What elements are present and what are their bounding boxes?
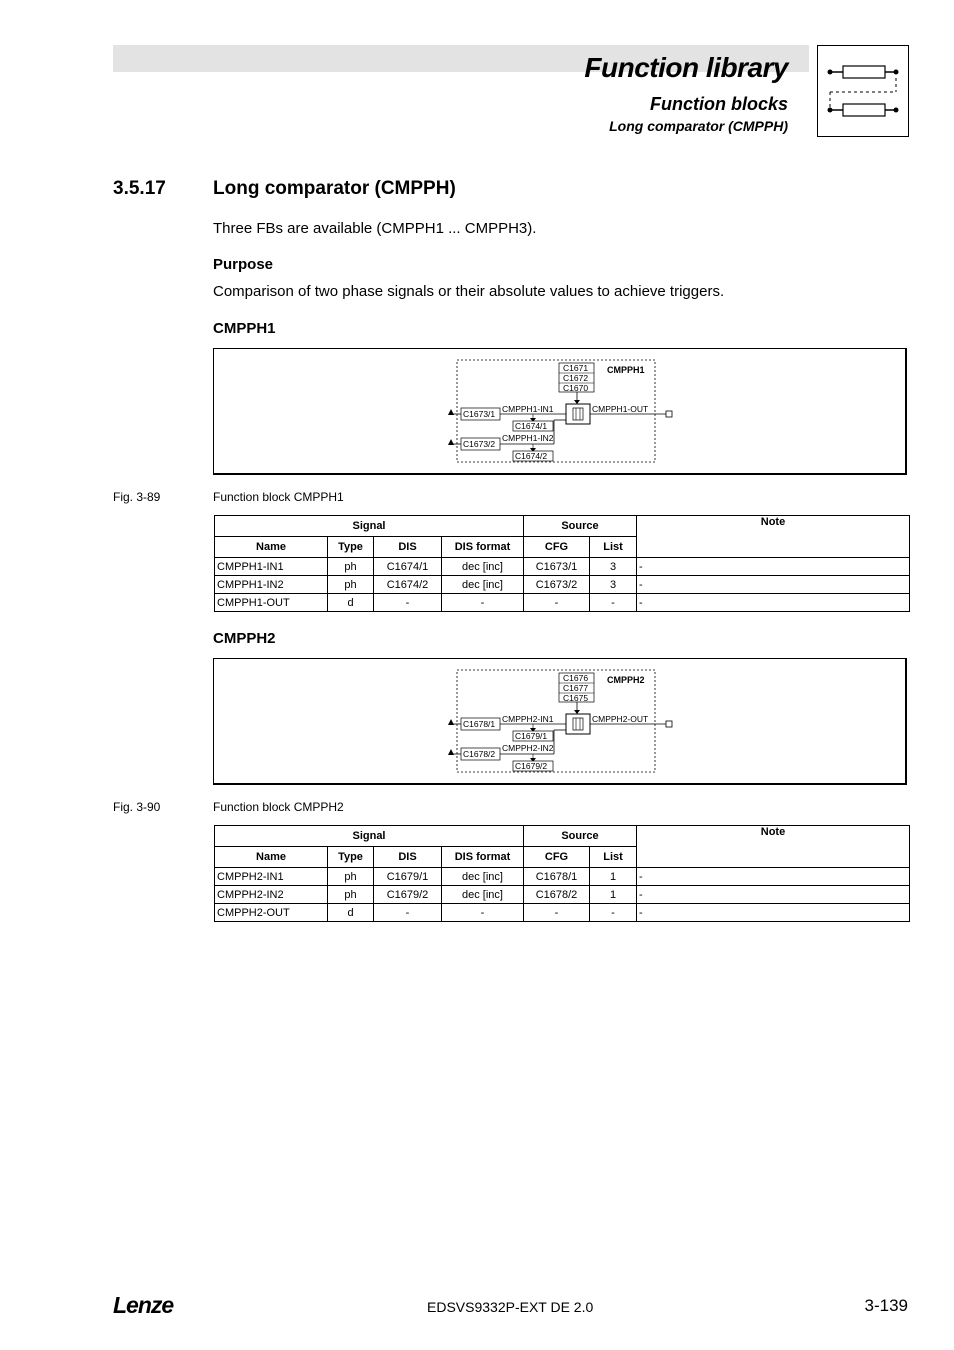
in2-cfg-label: C1678/2 [463,749,496,759]
cell-list: 3 [590,558,637,576]
column-header: CFG [524,847,590,868]
cell-note: - [637,594,910,612]
group-header-source: Source [524,516,637,537]
in2-dis-label: C1674/2 [515,451,548,461]
cell-dis: - [374,904,442,922]
cell-name: CMPPH1-IN2 [215,576,328,594]
cell-type: ph [328,886,374,904]
figure-number: Fig. 3-89 [113,490,161,504]
signal-table-cmpph2 [214,825,910,922]
cell-dis-format: dec [inc] [442,558,524,576]
in2-label: CMPPH2-IN2 [502,743,554,753]
intro-text: Three FBs are available (CMPPH1 ... CMPPH3). [213,220,537,237]
section-title: Long comparator (CMPPH) [213,178,456,199]
cell-note: - [637,558,910,576]
cell-cfg: C1678/1 [524,868,590,886]
cell-note: - [637,576,910,594]
cell-dis-format: - [442,594,524,612]
table-row [215,868,910,886]
group-header-note: Note [637,826,910,868]
signal-table-cmpph1 [214,515,910,612]
block-heading-cmpph2: CMPPH2 [213,630,276,647]
column-header: List [590,847,637,868]
diagram-cmpph2 [213,658,907,785]
table-row [215,558,910,576]
in1-label: CMPPH2-IN1 [502,714,554,724]
in1-cfg-label: C1678/1 [463,719,496,729]
column-header: Type [328,847,374,868]
page-subtitle: Function blocks [649,94,788,114]
cell-type: d [328,594,374,612]
in1-label: CMPPH1-IN1 [502,404,554,414]
cell-dis: C1679/1 [374,868,442,886]
table-row [215,594,910,612]
column-header: Name [215,847,328,868]
column-header: DIS format [442,847,524,868]
cell-type: ph [328,576,374,594]
cell-list: - [590,904,637,922]
column-header: DIS [374,537,442,558]
in2-cfg-label: C1673/2 [463,439,496,449]
column-header: Name [215,537,328,558]
cell-name: CMPPH2-IN1 [215,868,328,886]
cell-dis-format: dec [inc] [442,868,524,886]
purpose-heading: Purpose [213,256,274,273]
param-label: C1677 [563,683,589,693]
out-label: CMPPH2-OUT [592,714,649,724]
column-header: DIS format [442,537,524,558]
column-header: DIS [374,847,442,868]
block-heading-cmpph1: CMPPH1 [213,320,276,337]
cell-dis-format: dec [inc] [442,576,524,594]
cell-dis: - [374,594,442,612]
cell-dis-format: - [442,904,524,922]
cell-dis-format: dec [inc] [442,886,524,904]
out-label: CMPPH1-OUT [592,404,649,414]
cell-note: - [637,904,910,922]
cell-list: 3 [590,576,637,594]
param-label: C1670 [563,383,589,393]
param-label: C1672 [563,373,589,383]
page-subsubtitle: Long comparator (CMPPH) [609,118,788,134]
param-label: C1676 [563,673,589,683]
in2-dis-label: C1679/2 [515,761,548,771]
table-row [215,576,910,594]
param-label: C1671 [563,363,589,373]
cell-type: ph [328,868,374,886]
cell-name: CMPPH2-IN2 [215,886,328,904]
cell-type: ph [328,558,374,576]
cell-cfg: C1673/2 [524,576,590,594]
cell-dis: C1674/1 [374,558,442,576]
cell-list: 1 [590,886,637,904]
document-id: EDSVS9332P-EXT DE 2.0 [427,1299,594,1315]
cell-name: CMPPH1-IN1 [215,558,328,576]
in1-cfg-label: C1673/1 [463,409,496,419]
cell-cfg: - [524,904,590,922]
purpose-text: Comparison of two phase signals or their absolute values to achieve triggers. [213,283,725,300]
cell-dis: C1679/2 [374,886,442,904]
cell-name: CMPPH2-OUT [215,904,328,922]
cell-cfg: - [524,594,590,612]
in1-dis-label: C1674/1 [515,421,548,431]
diagram-cmpph1 [213,348,907,475]
group-header-signal: Signal [215,826,524,847]
param-label: C1675 [563,693,589,703]
page-title: Function library [584,52,788,83]
cell-list: - [590,594,637,612]
column-header: Type [328,537,374,558]
group-header-note: Note [637,516,910,558]
figure-caption: Function block CMPPH1 [213,490,344,504]
cell-note: - [637,886,910,904]
block-name-label: CMPPH2 [607,675,645,685]
figure-number: Fig. 3-90 [113,800,161,814]
group-header-signal: Signal [215,516,524,537]
section-number: 3.5.17 [113,178,166,199]
table-row [215,904,910,922]
cell-note: - [637,868,910,886]
in2-label: CMPPH1-IN2 [502,433,554,443]
cell-name: CMPPH1-OUT [215,594,328,612]
cell-dis: C1674/2 [374,576,442,594]
cell-cfg: C1678/2 [524,886,590,904]
page-number: 3-139 [864,1296,908,1315]
column-header: CFG [524,537,590,558]
cell-type: d [328,904,374,922]
group-header-source: Source [524,826,637,847]
block-name-label: CMPPH1 [607,365,645,375]
figure-caption: Function block CMPPH2 [213,800,344,814]
function-block-icon [817,45,909,137]
cell-list: 1 [590,868,637,886]
column-header: List [590,537,637,558]
brand-logo: Lenze [113,1292,174,1318]
table-row [215,886,910,904]
cell-cfg: C1673/1 [524,558,590,576]
in1-dis-label: C1679/1 [515,731,548,741]
